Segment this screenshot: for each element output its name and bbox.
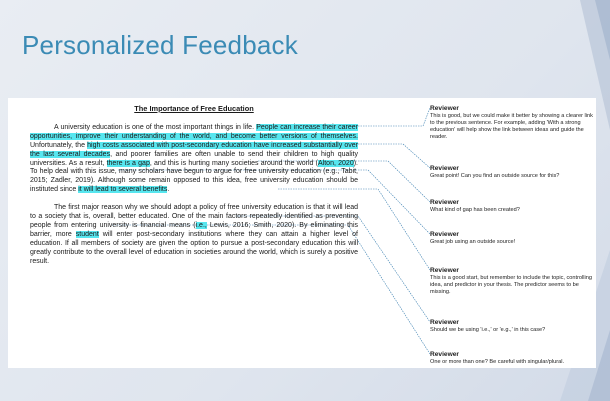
comment-3[interactable] (430, 198, 594, 214)
body-text: . (167, 186, 170, 194)
comment-2[interactable] (430, 164, 594, 180)
highlighted-text[interactable]: there is a gap (106, 159, 150, 167)
highlighted-text[interactable]: student (75, 230, 99, 238)
body-text: Unfortunately, the (30, 141, 88, 149)
comment-text: One or more than one? Be careful with singular/plural. (430, 359, 565, 365)
comment-author: Reviewer (430, 267, 459, 274)
document-title: The Importance of Free Education (134, 104, 254, 113)
comment-author: Reviewer (430, 199, 459, 206)
body-text: Lewis, 2016; Smith, 2020). By eliminating this barrier, more (30, 221, 358, 238)
document-body (30, 105, 358, 276)
paragraph-body (30, 204, 358, 266)
body-text: ). To help deal with this issue, many scholars have begun to argue for free university education (e.g., Tabit, 2015; Zadler, 2019). Although some remain opposed to this idea, free university education should be instituted since (30, 159, 358, 194)
connector-line-2 (358, 144, 430, 168)
highlighted-text[interactable]: high costs associated with post-secondary education have increased substantially over the last several decades (30, 141, 358, 158)
comment-6[interactable] (430, 318, 594, 334)
highlighted-text[interactable]: it will lead to several benefits (78, 186, 168, 194)
highlighted-text[interactable]: Alton, 2020 (318, 159, 354, 167)
body-text: The first major reason why we should adopt a policy of free university education is that it will lead to a society that is, overall, better educated. One of the main factors repeatedly identified as preventing people from entering university is financial means ( (30, 204, 358, 229)
comment-sidebar (430, 98, 598, 368)
comment-7[interactable] (430, 350, 594, 366)
comment-text: What kind of gap has been created? (430, 207, 520, 213)
body-text: , and this is hurting many societies around the world ( (149, 159, 319, 167)
highlighted-text[interactable]: i.e., (195, 221, 207, 229)
comment-author: Reviewer (430, 231, 459, 238)
comment-text: Great point! Can you find an outside source for this? (430, 173, 560, 179)
comment-4[interactable] (430, 230, 594, 246)
comment-5[interactable] (430, 266, 594, 296)
comment-author: Reviewer (430, 319, 459, 326)
body-text: , and poorer families are often unable to send their children to high quality universities. As a result, (30, 150, 358, 167)
body-text: will enter post-secondary institutions where they can attain a higher level of education. If all members of society are given the option to pursue a post-secondary education this will greatly contribute to the overall level of education in societies around the world, which is surely a positive result. (30, 230, 358, 265)
body-text: A university education is one of the most important things in life. (54, 123, 257, 131)
connector-line-1 (358, 108, 430, 126)
comment-author: Reviewer (430, 351, 459, 358)
comment-author: Reviewer (430, 165, 459, 172)
slide-title: Personalized Feedback (22, 30, 298, 60)
paragraph-intro (30, 124, 358, 195)
comment-author: Reviewer (430, 105, 459, 112)
comment-text: This is good, but we could make it better by showing a clearer link to the previous sentence. For example, adding 'With a strong education' will help show the link between ideas and guide the reader. (430, 113, 593, 140)
document-page (8, 98, 596, 368)
comment-text: This is a good start, but remember to include the topic, controlling idea, and predictor in your thesis. The predictor seems to be missing. (430, 275, 592, 295)
comment-text: Great job using an outside source! (430, 239, 516, 245)
comment-1[interactable] (430, 104, 594, 141)
comment-text: Should we be using 'i.e.,' or 'e.g.,' in this case? (430, 327, 546, 333)
highlighted-text[interactable]: People can increase their career opportunities, improve their understanding of the world, and become better versions of themselves. (30, 123, 358, 140)
